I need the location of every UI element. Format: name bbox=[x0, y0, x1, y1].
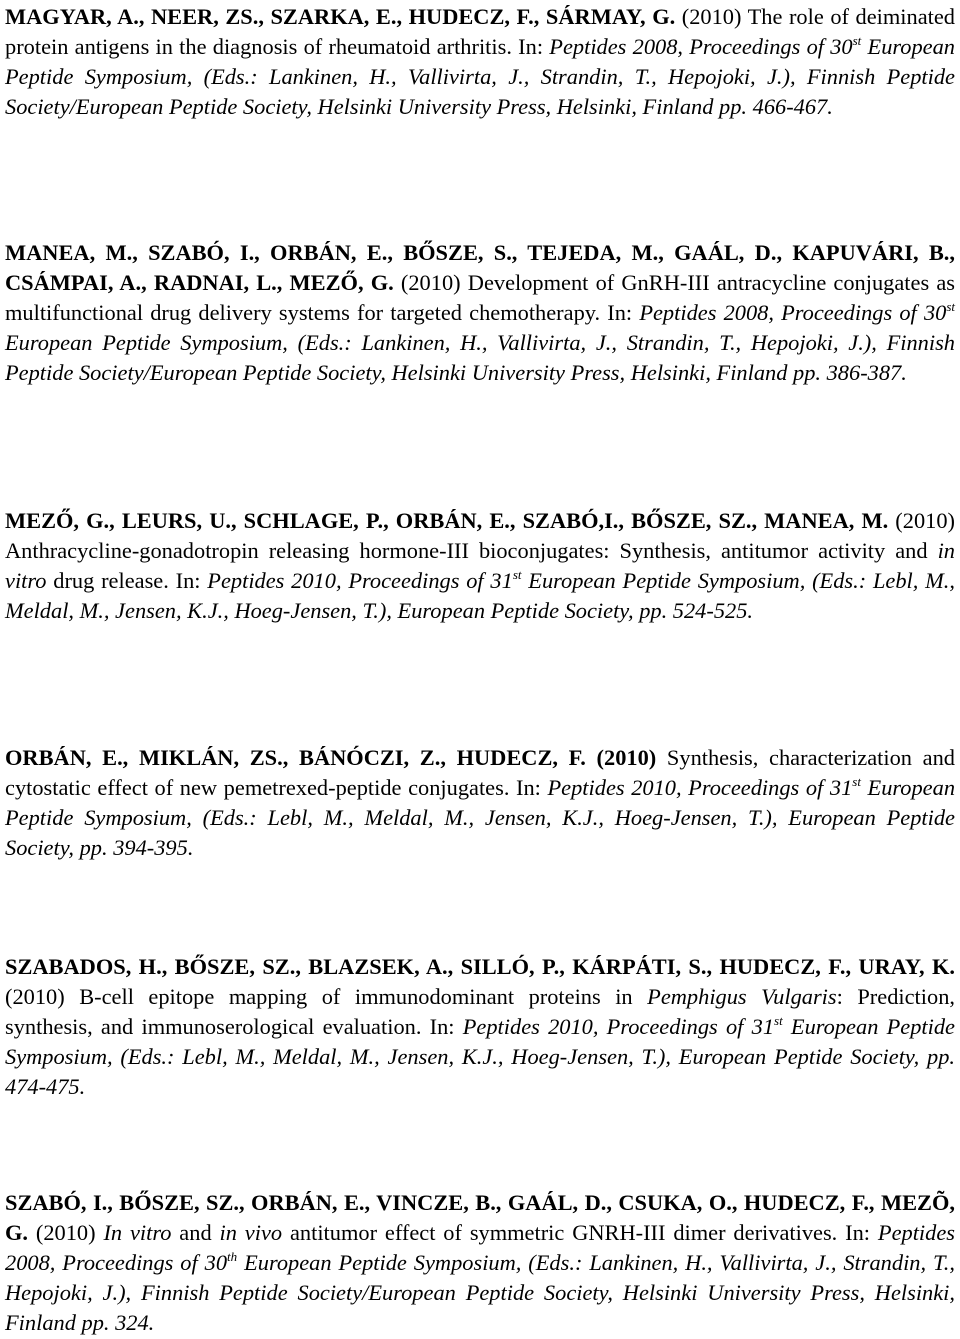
reference-text: Synthesis, characterization and cytostatic effect of new pemetrexed-peptide conjugates. In: bbox=[5, 745, 955, 800]
reference-entry bbox=[5, 238, 955, 388]
reference-italic-text: Peptides 2010, Proceedings of 31 bbox=[547, 775, 853, 800]
reference-authors: MAGYAR, A., NEER, ZS., SZARKA, E., HUDECZ, F., SÁRMAY, G. bbox=[5, 4, 676, 29]
reference-italic-text: European Peptide Symposium, (Eds.: Lankinen, H., Vallivirta, J., Strandin, T., Hepojoki, J.), Finnish Peptide Society/European Peptide Society, Helsinki University Press, Helsinki, Finland pp. 386-387. bbox=[5, 330, 955, 385]
reference-text: antitumor effect of symmetric GNRH-III dimer derivatives. In: bbox=[282, 1220, 878, 1245]
reference-text: (2010) bbox=[28, 1220, 104, 1245]
reference-italic-text: Pemphigus Vulgaris bbox=[647, 984, 837, 1009]
reference-italic-text: European Peptide Symposium, (Eds.: Lebl, M., Meldal, M., Jensen, K.J., Hoeg-Jensen, T.), European Peptide Society, pp. 474-475. bbox=[5, 1014, 955, 1099]
reference-text: drug release. In: bbox=[46, 568, 208, 593]
reference-italic-text: Peptides 2008, Proceedings of 30 bbox=[5, 1220, 955, 1275]
reference-entry bbox=[5, 952, 955, 1102]
reference-text: (2010) Anthracycline-gonadotropin releasing hormone-III bioconjugates: Synthesis, antitumor activity and bbox=[5, 508, 956, 563]
reference-italic-text: Peptides 2008, Proceedings of 30 bbox=[639, 300, 947, 325]
reference-italic-text: in vitro bbox=[5, 538, 955, 593]
reference-italic-text: European Peptide Symposium, (Eds.: Lebl, M., Meldal, M., Jensen, K.J., Hoeg-Jensen, T.), European Peptide Society, pp. 394-395. bbox=[5, 775, 956, 860]
reference-text: (2010) B-cell epitope mapping of immunodominant proteins in bbox=[5, 984, 648, 1009]
reference-authors: MEZŐ, G., LEURS, U., SCHLAGE, P., ORBÁN, E., SZABÓ,I., BŐSZE, SZ., MANEA, M. bbox=[5, 508, 889, 533]
reference-text: (2010) Development of GnRH-III antracycline conjugates as multifunctional drug delivery systems for targeted chemotherapy. In: bbox=[5, 270, 955, 325]
reference-text: : Prediction, synthesis, and immunoserological evaluation. In: bbox=[5, 984, 955, 1039]
reference-superscript: st bbox=[946, 299, 956, 314]
reference-text: and bbox=[171, 1220, 220, 1245]
reference-italic-text: in vivo bbox=[219, 1220, 283, 1245]
reference-authors: ORBÁN, E., MIKLÁN, ZS., BÁNÓCZI, Z., HUDECZ, F. (2010) bbox=[5, 745, 657, 770]
reference-entry bbox=[5, 506, 955, 626]
reference-superscript: st bbox=[512, 567, 522, 582]
reference-italic-text: In vitro bbox=[103, 1220, 172, 1245]
reference-superscript: st bbox=[774, 1013, 783, 1028]
reference-entry bbox=[5, 2, 955, 122]
reference-italic-text: Peptides 2010, Proceedings of 31 bbox=[462, 1014, 775, 1039]
reference-authors: MANEA, M., SZABÓ, I., ORBÁN, E., BŐSZE, S., TEJEDA, M., GAÁL, D., KAPUVÁRI, B., CSÁMPAI, A., RADNAI, L., MEZŐ, G. bbox=[5, 240, 955, 295]
reference-italic-text: European Peptide Symposium, (Eds.: Lankinen, H., Vallivirta, J., Strandin, T., Hepojoki, J.), Finnish Peptide Society/European Peptide Society, Helsinki University Press, Helsinki, Finland pp. 324. bbox=[5, 1250, 955, 1335]
reference-entry bbox=[5, 1188, 955, 1338]
reference-superscript: th bbox=[227, 1249, 238, 1264]
reference-superscript: st bbox=[852, 33, 862, 48]
reference-italic-text: European Peptide Symposium, (Eds.: Lebl, M., Meldal, M., Jensen, K.J., Hoeg-Jensen, T.), European Peptide Society, pp. 524-525. bbox=[5, 568, 956, 623]
reference-italic-text: Peptides 2008, Proceedings of 30 bbox=[549, 34, 853, 59]
reference-authors: SZABÓ, I., BŐSZE, SZ., ORBÁN, E., VINCZE, B., GAÁL, D., CSUKA, O., HUDECZ, F., MEZÕ, G. bbox=[5, 1190, 955, 1245]
reference-authors: SZABADOS, H., BŐSZE, SZ., BLAZSEK, A., SILLÓ, P., KÁRPÁTI, S., HUDECZ, F., URAY, K. bbox=[5, 954, 955, 979]
reference-italic-text: European Peptide Symposium, (Eds.: Lankinen, H., Vallivirta, J., Strandin, T., Hepojoki, J.), Finnish Peptide Society/European Peptide Society, Helsinki University Press, Helsinki, Finland pp. 466-467. bbox=[5, 34, 955, 119]
reference-italic-text: Peptides 2010, Proceedings of 31 bbox=[207, 568, 513, 593]
reference-superscript: st bbox=[852, 774, 861, 789]
reference-text: (2010) The role of deiminated protein antigens in the diagnosis of rheumatoid arthritis. In: bbox=[5, 4, 955, 59]
reference-entry bbox=[5, 743, 955, 863]
